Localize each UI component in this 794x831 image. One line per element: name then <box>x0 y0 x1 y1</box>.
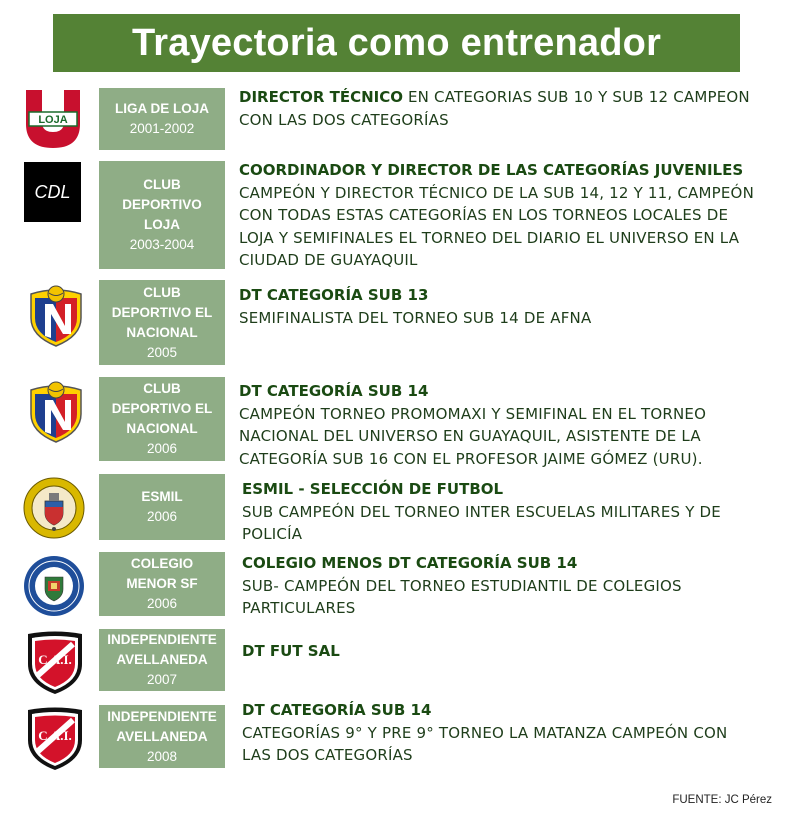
club-box-esmil <box>99 474 225 540</box>
cdl-logo-text: CDL <box>34 182 71 202</box>
independiente-crest-icon <box>25 630 85 696</box>
el-nacional-crest-icon <box>27 380 85 444</box>
entry-line: CON TODAS ESTAS CATEGORÍAS EN LOS TORNEOS LOCALES DE <box>239 206 729 224</box>
entry-line: NACIONAL DEL UNIVERSO EN GUAYAQUIL, ASISTENTE DE LA <box>239 427 701 445</box>
entry-line: CATEGORÍA SUB 16 CON EL PROFESOR JAIME GÓMEZ (URU). <box>239 449 703 468</box>
entry-heading: DT CATEGORÍA SUB 14 <box>242 701 432 719</box>
club-box-independiente-2007 <box>99 629 225 691</box>
club-name: CLUB DEPORTIVO EL NACIONAL <box>111 381 213 436</box>
entry-line: POLICÍA <box>242 525 303 543</box>
entry-line: SUB CAMPEÓN DEL TORNEO INTER ESCUELAS MILITARES Y DE <box>242 502 721 521</box>
entry-description-3 <box>239 284 591 329</box>
entry-line: CAMPEÓN TORNEO PROMOMAXI Y SEMIFINAL EN EL TORNEO <box>239 404 707 423</box>
club-name: CLUB DEPORTIVO LOJA <box>122 177 202 232</box>
club-years: 2007 <box>146 672 178 687</box>
club-box-colegio-menor <box>99 552 225 616</box>
entry-description-8 <box>242 699 727 767</box>
club-name: LIGA DE LOJA <box>114 101 209 116</box>
club-name: CLUB DEPORTIVO EL NACIONAL <box>111 284 213 340</box>
club-box-el-nacional-2005 <box>99 280 225 365</box>
club-years: 2003-2004 <box>129 237 195 252</box>
entry-line: CATEGORÍAS 9° Y PRE 9° TORNEO LA MATANZA CAMPEÓN CON <box>242 723 728 742</box>
club-years: 2006 <box>146 441 178 456</box>
svg-text:LOJA: LOJA <box>38 114 68 126</box>
entry-line: SUB- CAMPEÓN DEL TORNEO ESTUDIANTIL DE COLEGIOS <box>242 576 682 595</box>
club-name: ESMIL <box>141 489 183 504</box>
page-title: Trayectoria como entrenador <box>131 21 662 64</box>
club-years: 2006 <box>146 596 178 611</box>
independiente-crest-icon <box>25 706 85 772</box>
entry-description-6 <box>242 552 682 620</box>
esmil-seal-icon <box>23 477 85 539</box>
club-years: 2006 <box>146 509 178 524</box>
club-name: COLEGIO MENOR SF <box>126 556 198 591</box>
entry-heading-tail: EN CATEGORIAS SUB 10 Y SUB 12 CAMPEON <box>402 88 750 106</box>
title-banner <box>53 14 740 72</box>
club-box-el-nacional-2006 <box>99 377 225 461</box>
entry-heading: COORDINADOR Y DIRECTOR DE LAS CATEGORÍAS JUVENILES <box>239 161 744 179</box>
cdl-logo-icon <box>24 162 81 222</box>
entry-heading: DIRECTOR TÉCNICO <box>239 88 403 106</box>
entry-heading: ESMIL - SELECCIÓN DE FUTBOL <box>242 480 504 498</box>
entry-description-7 <box>242 640 340 663</box>
club-years: 2001-2002 <box>129 121 195 136</box>
entry-description-2 <box>239 159 754 272</box>
club-years: 2008 <box>146 748 178 764</box>
entry-description-5 <box>242 478 721 546</box>
entry-heading: COLEGIO MENOS DT CATEGORÍA SUB 14 <box>242 554 578 572</box>
club-box-deportivo-loja <box>99 161 225 269</box>
entry-heading: DT CATEGORÍA SUB 13 <box>239 286 429 304</box>
svg-text:C.A.I.: C.A.I. <box>38 652 72 667</box>
entry-line: CON LAS DOS CATEGORÍAS <box>239 110 449 129</box>
liga-de-loja-crest-icon <box>24 88 82 150</box>
club-name: INDEPENDIENTE AVELLANEDA <box>107 708 217 744</box>
entry-line: LOJA Y SEMIFINALES EL TORNEO DEL DIARIO EL UNIVERSO EN LA <box>239 228 740 247</box>
club-box-liga-de-loja <box>99 88 225 150</box>
club-name: INDEPENDIENTE AVELLANEDA <box>107 632 217 667</box>
el-nacional-crest-icon <box>27 284 85 348</box>
source-credit: FUENTE: JC Pérez <box>672 794 772 806</box>
entry-line: SEMIFINALISTA DEL TORNEO SUB 14 DE AFNA <box>239 308 592 327</box>
club-box-independiente-2008 <box>99 705 225 768</box>
colegio-menor-seal-icon <box>23 555 85 617</box>
svg-text:C.A.I.: C.A.I. <box>38 728 72 743</box>
entry-line: PARTICULARES <box>242 599 356 617</box>
entry-line: LAS DOS CATEGORÍAS <box>242 746 413 764</box>
club-years: 2005 <box>146 344 178 360</box>
entry-description-1 <box>239 86 750 131</box>
entry-heading: DT FUT SAL <box>242 642 340 660</box>
entry-line: CAMPEÓN Y DIRECTOR TÉCNICO DE LA SUB 14, 12 Y 11, CAMPEÓN <box>239 183 754 202</box>
entry-heading: DT CATEGORÍA SUB 14 <box>239 382 429 400</box>
entry-description-4 <box>239 380 706 470</box>
entry-line: CIUDAD DE GUAYAQUIL <box>239 251 418 269</box>
